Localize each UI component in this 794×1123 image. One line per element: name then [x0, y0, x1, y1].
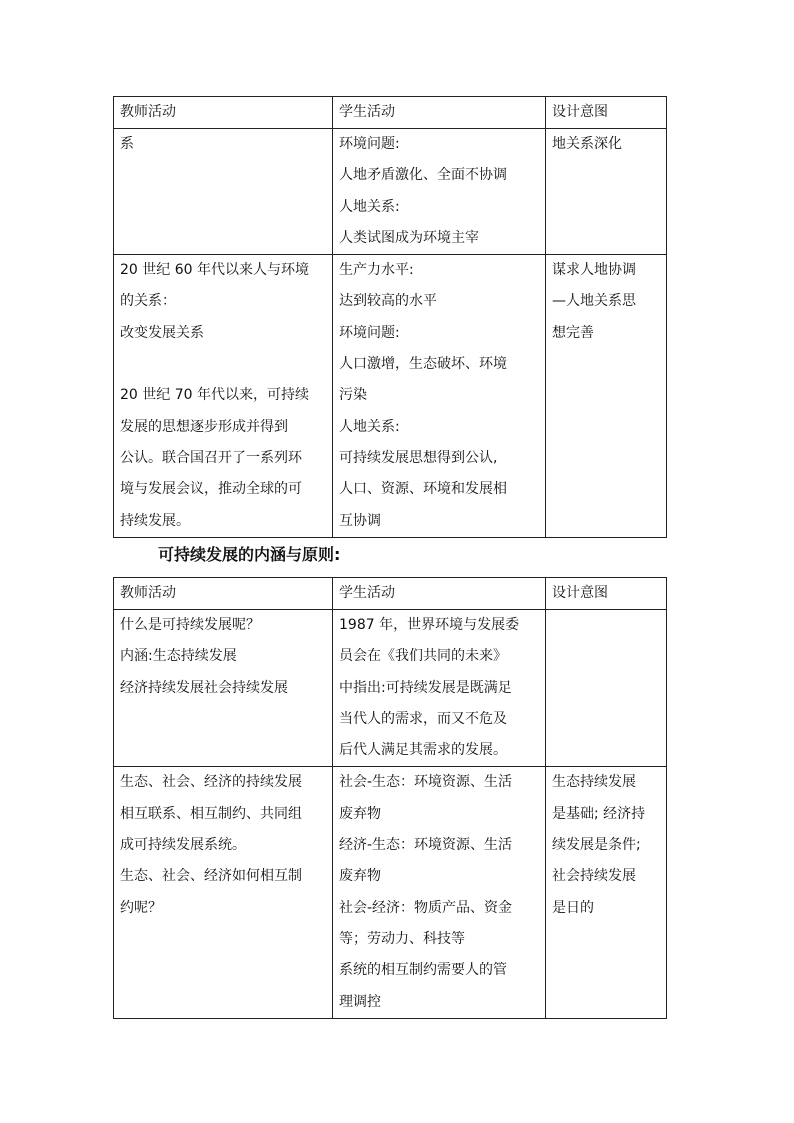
cell-line: 员会在《我们共同的未来》 — [339, 648, 507, 665]
table-row — [114, 767, 667, 1018]
teacher-activity-cell — [114, 767, 333, 1018]
table-row — [114, 129, 667, 255]
design-intent-cell — [546, 610, 667, 767]
cell-line: 续发展是条件; — [552, 837, 641, 854]
cell-line: 是基础; 经济持 — [552, 805, 646, 822]
cell-line: 的关系： — [120, 293, 176, 310]
paragraph-gap — [120, 349, 326, 380]
cell-line: 境与发展会议，推动全球的可 — [120, 481, 302, 498]
table-row — [114, 610, 667, 767]
cell-line: 可持续发展思想得到公认, — [339, 449, 498, 466]
cell-line: 想完善 — [552, 324, 594, 341]
cell-line: 人地关系: — [339, 198, 400, 215]
header-teacher-activity: 教师活动 — [114, 97, 333, 129]
cell-line: 互协调 — [339, 512, 381, 529]
cell-line: 社会-生态：环境资源、生活 — [339, 774, 513, 791]
cell-line: 内涵:生态持续发展 — [120, 648, 237, 665]
cell-line: 环境问题: — [339, 324, 400, 341]
cell-line: 相互联系、相互制约、共同组 — [120, 805, 302, 822]
cell-line: 中指出:可持续发展是既满足 — [339, 679, 512, 696]
cell-line: 人地关系: — [339, 418, 400, 435]
cell-line: 系统的相互制约需要人的管 — [339, 962, 507, 979]
design-intent-cell — [546, 255, 667, 538]
cell-line: 人口激增，生态破坏、环境 — [339, 356, 507, 373]
cell-line: 环境问题: — [339, 136, 400, 152]
cell-line: 生产力水平: — [339, 262, 414, 279]
cell-line: 后代人满足其需求的发展。 — [339, 742, 507, 759]
cell-line: 1987 年，世界环境与发展委 — [339, 617, 520, 633]
lesson-table-1 — [113, 96, 667, 538]
cell-line: 废弃物 — [339, 868, 381, 885]
cell-line: 成可持续发展系统。 — [120, 837, 246, 854]
cell-line: 是日的 — [552, 899, 594, 916]
cell-line: 废弃物 — [339, 805, 381, 822]
student-activity-cell — [333, 610, 546, 767]
cell-line: 系 — [120, 136, 134, 152]
header-design-intent: 设计意图 — [546, 97, 667, 129]
cell-line: 什么是可持续发展呢？ — [120, 617, 260, 633]
cell-line: 生态、社会、经济的持续发展 — [120, 774, 302, 791]
cell-line: 人口、资源、环境和发展相 — [339, 481, 507, 498]
student-activity-cell — [333, 129, 546, 255]
cell-line: 发展的思想逐步形成并得到 — [120, 418, 288, 435]
cell-line: 改变发展关系 — [120, 324, 204, 341]
cell-line: 人地矛盾激化、全面不协调 — [339, 167, 507, 184]
cell-line: —人地关系思 — [552, 293, 636, 310]
cell-line: 公认。联合国召开了一系列环 — [120, 449, 302, 466]
teacher-activity-cell — [114, 255, 333, 538]
cell-line: 社会-经济：物质产品、资金 — [339, 899, 513, 916]
section-heading: 可持续发展的内涵与原则: — [158, 545, 341, 564]
table-header-row — [114, 97, 667, 129]
table-row — [114, 255, 667, 538]
teacher-activity-cell — [114, 129, 333, 255]
cell-line: 当代人的需求，而又不危及 — [339, 710, 507, 727]
cell-line: 人类试图成为环境主宰 — [339, 229, 479, 246]
cell-line: 等；劳动力、科技等 — [339, 930, 465, 947]
design-intent-cell — [546, 767, 667, 1018]
cell-line: 经济-生态：环境资源、生活 — [339, 837, 513, 854]
cell-line: 约呢？ — [120, 899, 162, 916]
cell-line: 社会持续发展 — [552, 868, 636, 885]
cell-line: 达到较高的水平 — [339, 293, 437, 310]
lesson-table-2 — [113, 577, 667, 1019]
cell-line: 谋求人地协调 — [552, 262, 636, 279]
cell-line: 生态、社会、经济如何相互制 — [120, 868, 302, 885]
student-activity-cell — [333, 255, 546, 538]
table-header-row — [114, 578, 667, 610]
header-design-intent: 设计意图 — [546, 578, 667, 610]
cell-line: 污染 — [339, 387, 367, 404]
header-student-activity: 学生活动 — [333, 97, 546, 129]
cell-line: 理调控 — [339, 993, 381, 1010]
cell-line: 持续发展。 — [120, 512, 190, 529]
cell-line: 20 世纪 70 年代以来，可持续 — [120, 387, 309, 404]
header-student-activity: 学生活动 — [333, 578, 546, 610]
cell-line: 20 世纪 60 年代以来人与环境 — [120, 262, 309, 279]
cell-line: 经济持续发展社会持续发展 — [120, 679, 288, 696]
design-intent-cell — [546, 129, 667, 255]
cell-line: 地关系深化 — [552, 136, 622, 152]
student-activity-cell — [333, 767, 546, 1018]
cell-line: 生态持续发展 — [552, 774, 636, 791]
header-teacher-activity: 教师活动 — [114, 578, 333, 610]
teacher-activity-cell — [114, 610, 333, 767]
